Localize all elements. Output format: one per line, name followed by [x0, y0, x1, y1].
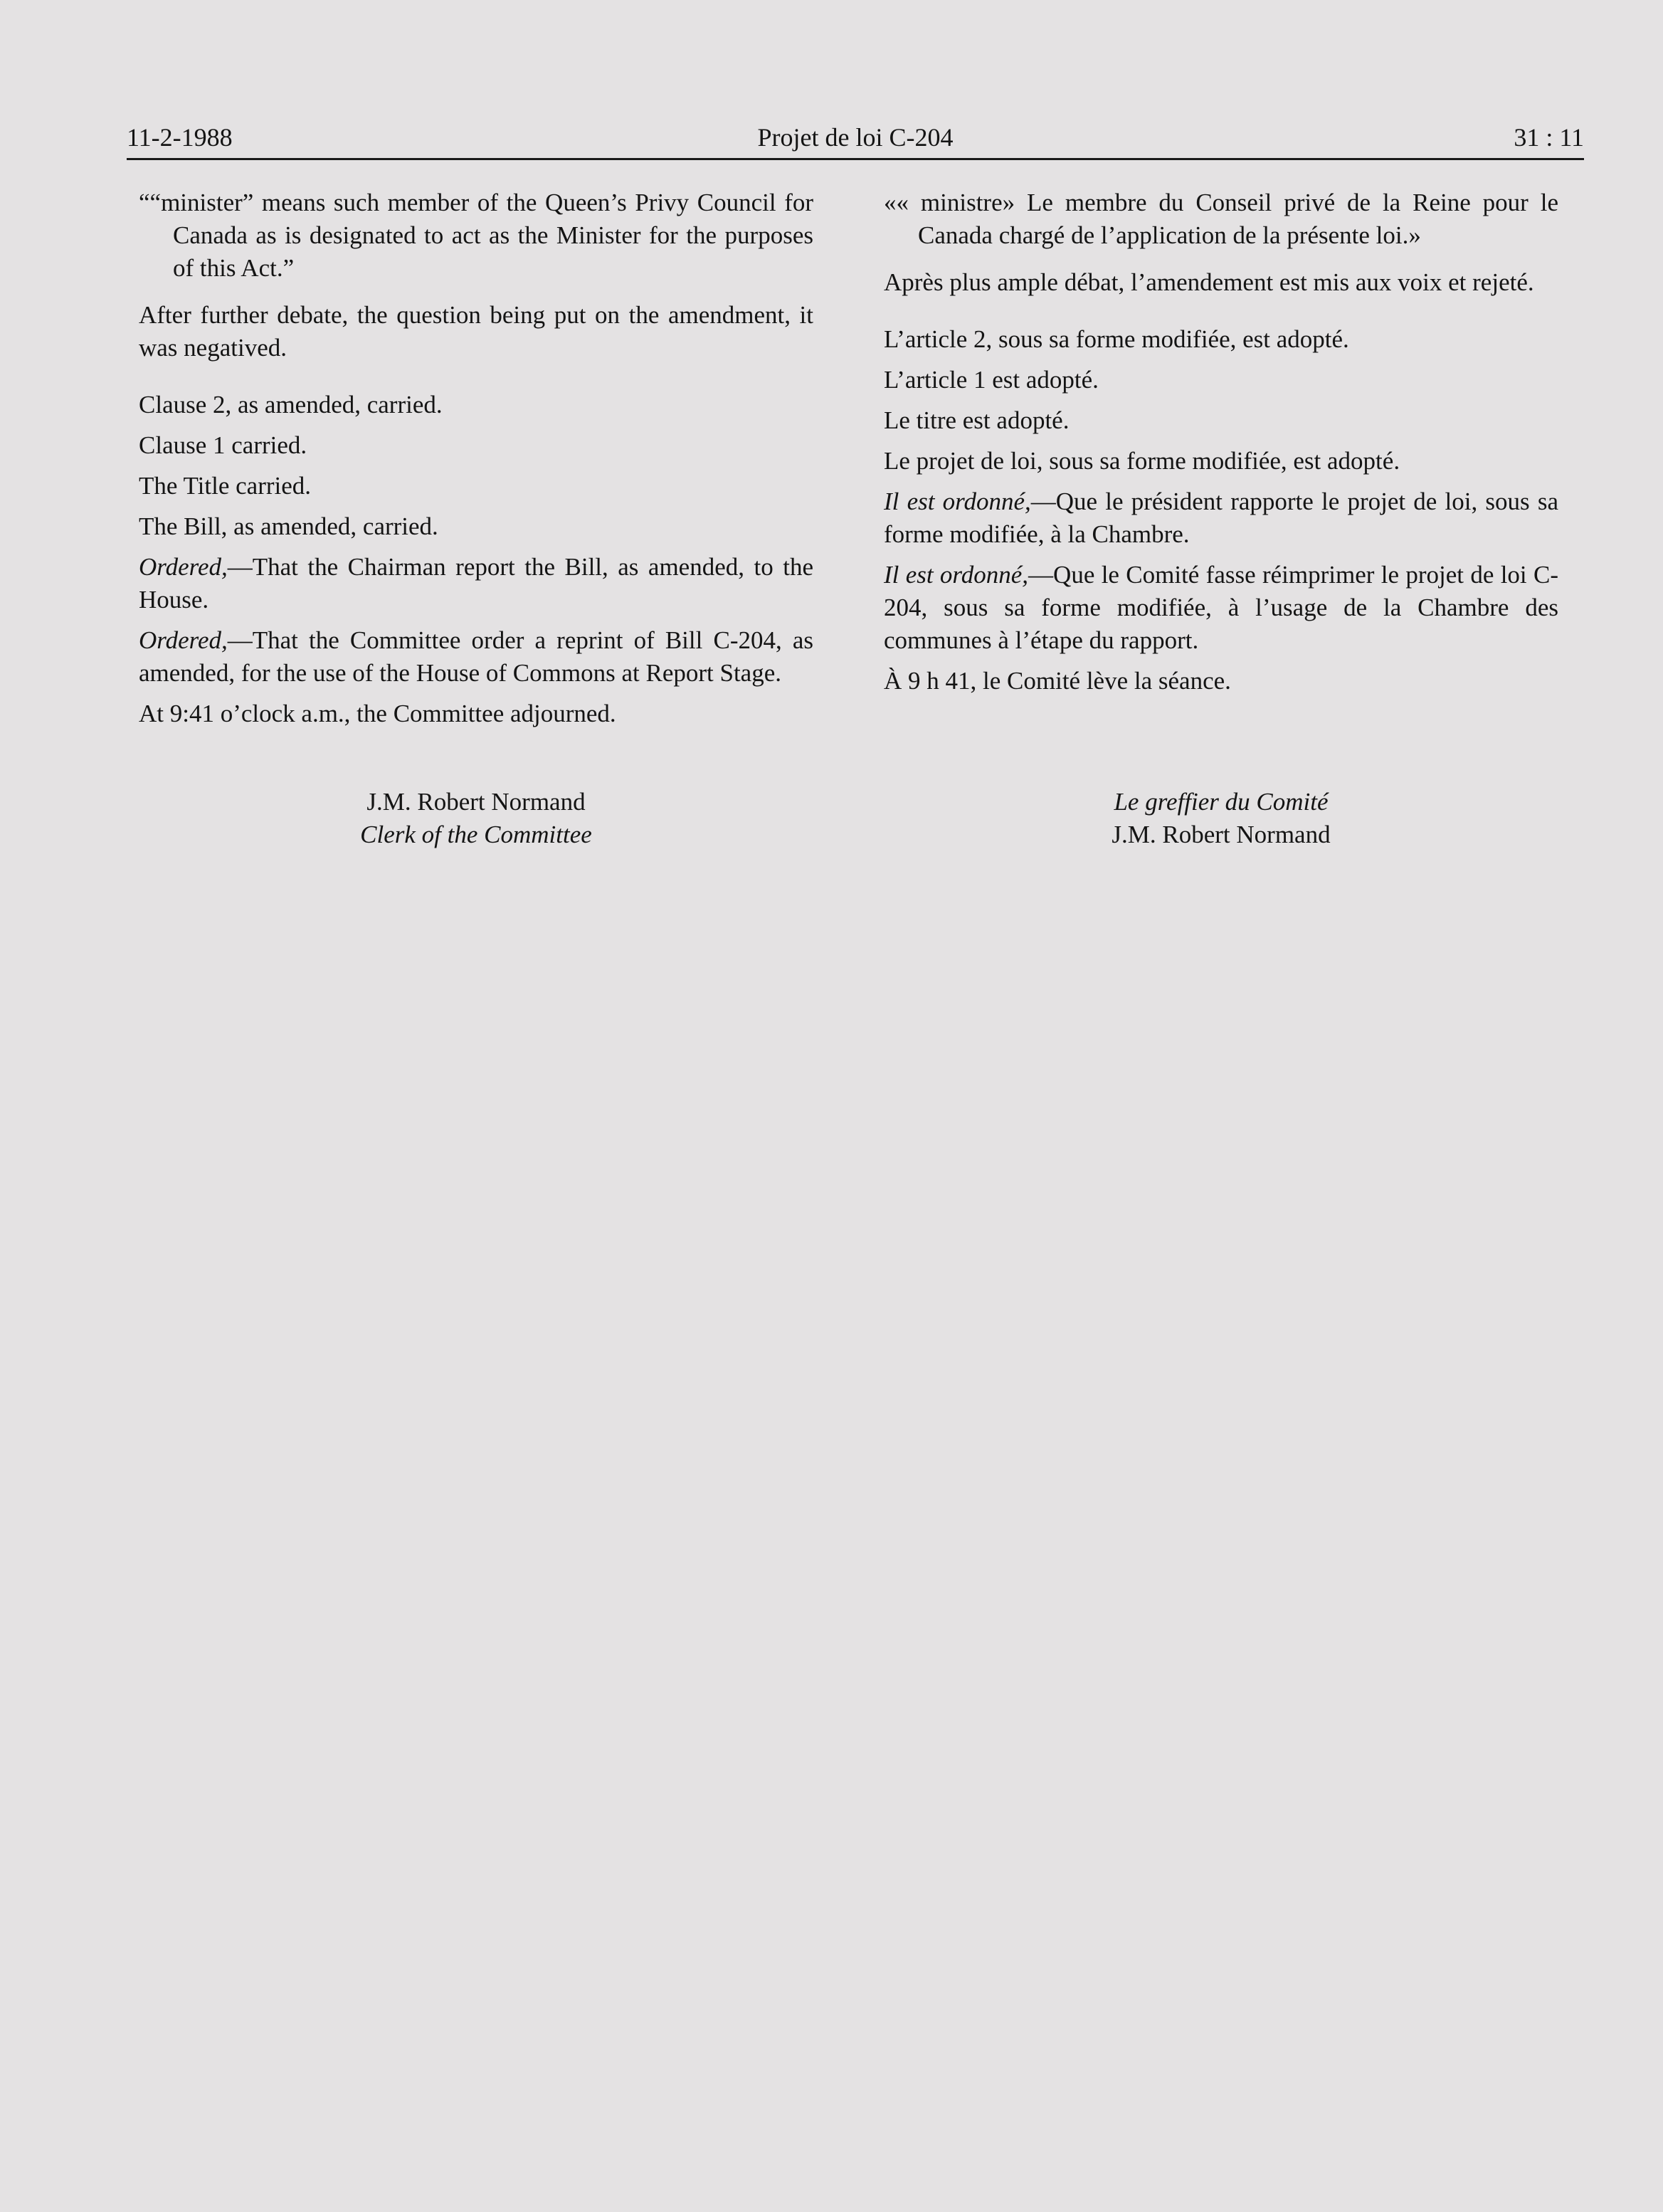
ordered-reprint-paragraph: [884, 559, 1558, 657]
signature-title: Le greffier du Comité: [1114, 788, 1329, 816]
adjourned-paragraph: At 9:41 o’clock a.m., the Committee adjourned.: [139, 700, 616, 727]
bill-carried-paragraph: The Bill, as amended, carried.: [139, 512, 438, 540]
title-carried-paragraph: The Title carried.: [139, 472, 312, 500]
french-column: [884, 186, 1558, 705]
english-column: [139, 186, 813, 738]
title-carried-paragraph: Le titre est adopté.: [884, 406, 1070, 434]
clause-2-paragraph: Clause 2, as amended, carried.: [139, 391, 443, 418]
after-debate-paragraph: After further debate, the question being put on the amendment, it was negatived.: [139, 301, 813, 362]
ordered-text: —That the Chairman report the Bill, as amended, to the House.: [139, 553, 813, 613]
header-page-number: 31 : 11: [1514, 123, 1584, 152]
after-debate-paragraph: Après plus ample débat, l’amendement est mis aux voix et rejeté.: [884, 268, 1534, 296]
ordered-text: —That the Committee order a reprint of Bill C-204, as amended, for the use of the House of Commons at Report Stage.: [139, 626, 813, 687]
definition-paragraph: ““minister” means such member of the Queen’s Privy Council for Canada as is designated to act as the Minister for the purposes of this Act.”: [139, 189, 813, 282]
adjourned-paragraph: À 9 h 41, le Comité lève la séance.: [884, 667, 1231, 695]
page-header: [127, 120, 1584, 160]
header-title: Projet de loi C-204: [757, 123, 954, 152]
ordered-report-paragraph: [884, 485, 1558, 551]
definition-paragraph: «« ministre» Le membre du Conseil privé de la Reine pour le Canada chargé de l’application de la présente loi.»: [884, 189, 1558, 249]
signature-name: J.M. Robert Normand: [366, 788, 586, 816]
signature-name: J.M. Robert Normand: [1112, 821, 1331, 848]
header-date: 11-2-1988: [127, 123, 233, 152]
ordered-label: Il est ordonné,: [884, 561, 1029, 589]
clause-1-paragraph: L’article 1 est adopté.: [884, 366, 1099, 394]
bill-carried-paragraph: Le projet de loi, sous sa forme modifiée, est adopté.: [884, 447, 1400, 475]
ordered-label: Ordered,: [139, 626, 228, 654]
english-signature-block: [139, 786, 813, 851]
clause-2-paragraph: L’article 2, sous sa forme modifiée, est adopté.: [884, 325, 1349, 353]
ordered-text: —Que le Comité fasse réimprimer le projet de loi C-204, sous sa forme modifiée, à l’usage de la Chambre des communes à l’étape du rapport.: [884, 561, 1558, 654]
clause-1-paragraph: Clause 1 carried.: [139, 431, 307, 459]
ordered-report-paragraph: [139, 551, 813, 616]
ordered-label: Il est ordonné,: [884, 488, 1031, 515]
french-signature-block: [884, 786, 1558, 851]
ordered-reprint-paragraph: [139, 624, 813, 690]
ordered-label: Ordered,: [139, 553, 228, 581]
signature-title: Clerk of the Committee: [360, 821, 592, 848]
ordered-text: —Que le président rapporte le projet de loi, sous sa forme modifiée, à la Chambre.: [884, 488, 1558, 548]
